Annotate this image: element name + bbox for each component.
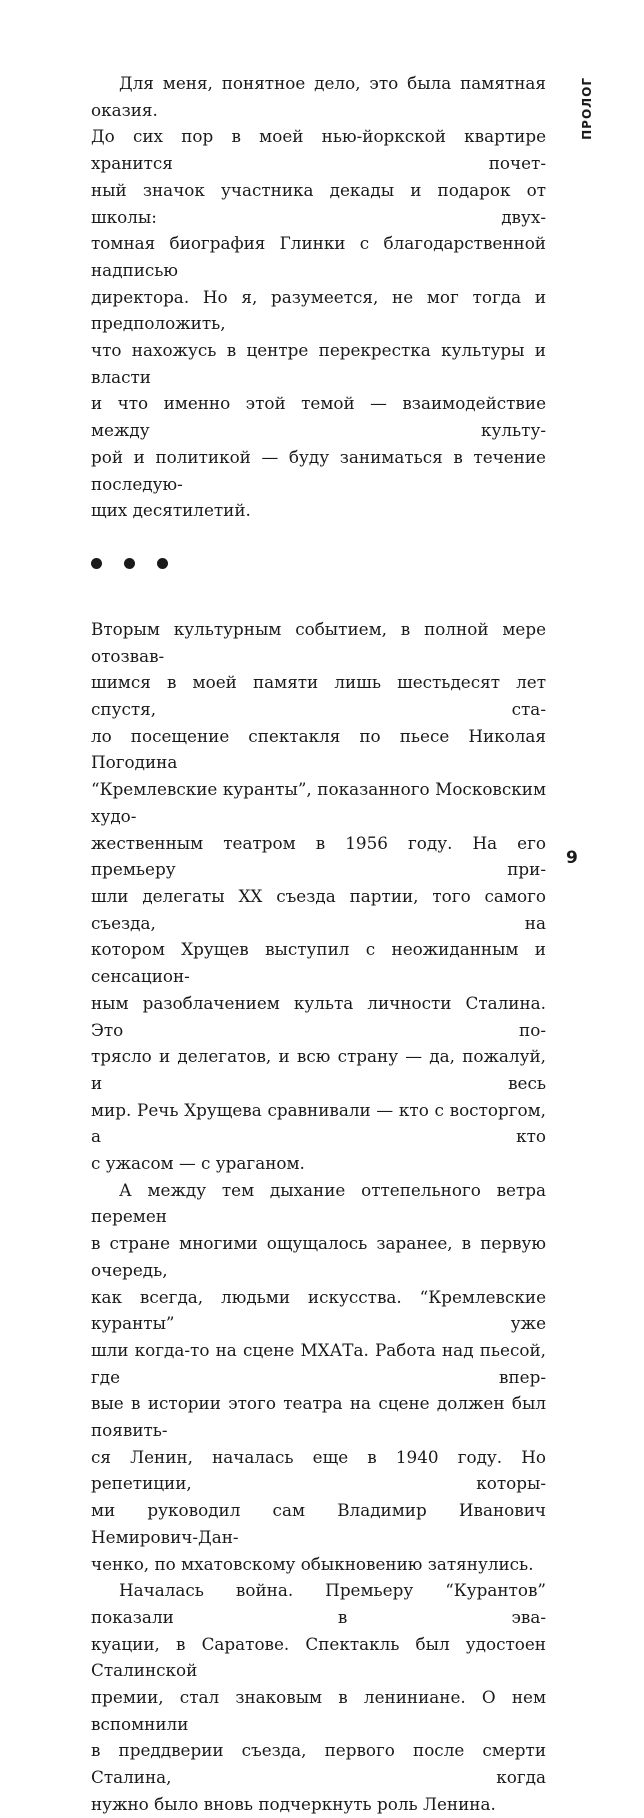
- text-line: вые в истории этого театра на сцене должен был появить-: [91, 1393, 546, 1441]
- section-break: [91, 550, 546, 577]
- text-line: Началась война. Премьеру “Курантов” показали в эва-: [91, 1580, 546, 1627]
- text-line: мир. Речь Хрущева сравнивали — кто с восторгом, а кто: [91, 1099, 546, 1147]
- text-line: куации, в Саратове. Спектакль был удостоен Сталинской: [91, 1633, 546, 1681]
- text-line: и что именно этой темой — взаимодействие между культу-: [91, 393, 546, 441]
- text-line: шли делегаты XX съезда партии, того самого съезда, на: [91, 885, 546, 933]
- text-line: в преддверии съезда, первого после смерти Сталина, когда: [91, 1740, 546, 1788]
- paragraph-1: [91, 70, 546, 524]
- text-line: в стране многими ощущалось заранее, в первую очередь,: [91, 1233, 546, 1280]
- paragraph-4: [91, 1577, 546, 1817]
- text-line: котором Хрущев выступил с неожиданным и сенсацион-: [91, 939, 546, 987]
- text-line: премии, стал знаковым в лениниане. О нем вспомнили: [91, 1687, 546, 1734]
- text-line: ный значок участника декады и подарок от школы: двух-: [91, 179, 546, 227]
- section-break-dot: [91, 558, 102, 569]
- text-line: ченко, по мхатовскому обыкновению затянулись.: [91, 1553, 534, 1574]
- text-line: рой и политикой — буду заниматься в течение последую-: [91, 446, 546, 494]
- text-line: ным разоблачением культа личности Сталина. Это по-: [91, 992, 546, 1040]
- text-line: директора. Но я, разумеется, не мог тогда и предположить,: [91, 286, 546, 334]
- text-line: Для меня, понятное дело, это была памятная оказия.: [91, 73, 546, 120]
- text-line: “Кремлевские куранты”, показанного Московским худо-: [91, 779, 546, 826]
- text-line: с ужасом — с ураганом.: [91, 1153, 305, 1174]
- text-line: ми руководил сам Владимир Иванович Немирович-Дан-: [91, 1500, 546, 1547]
- text-line: как всегда, людьми искусства. “Кремлевские куранты” уже: [91, 1286, 546, 1334]
- text-line: Вторым культурным событием, в полной мере отозвав-: [91, 618, 546, 666]
- text-line: ся Ленин, началась еще в 1940 году. Но репетиции, которы-: [91, 1446, 546, 1494]
- paragraph-2: [91, 616, 546, 1177]
- text-line: щих десятилетий.: [91, 500, 251, 521]
- text-line: шли когда-то на сцене МХАТа. Работа над пьесой, где впер-: [91, 1339, 546, 1387]
- section-break-dot: [157, 558, 168, 569]
- text-column: [91, 70, 546, 1818]
- text-line: ло посещение спектакля по пьесе Николая Погодина: [91, 725, 546, 773]
- paragraph-3: [91, 1177, 546, 1578]
- page-number: 9: [566, 848, 578, 868]
- text-line: томная биография Глинки с благодарственной надписью: [91, 233, 546, 280]
- text-line: шимся в моей памяти лишь шестьдесят лет спустя, ста-: [91, 672, 546, 720]
- text-line: нужно было вновь подчеркнуть роль Ленина.: [91, 1793, 496, 1814]
- text-line: что нахожусь в центре перекрестка культуры и власти: [91, 340, 546, 387]
- text-line: До сих пор в моей нью-йоркской квартире хранится почет-: [91, 126, 546, 174]
- section-break-dot: [124, 558, 135, 569]
- text-line: трясло и делегатов, и всю страну — да, пожалуй, и весь: [91, 1046, 546, 1093]
- text-line: А между тем дыхание оттепельного ветра перемен: [91, 1179, 546, 1227]
- text-line: жественным театром в 1956 году. На его премьеру при-: [91, 832, 546, 880]
- running-head: ПРОЛОГ: [580, 77, 594, 140]
